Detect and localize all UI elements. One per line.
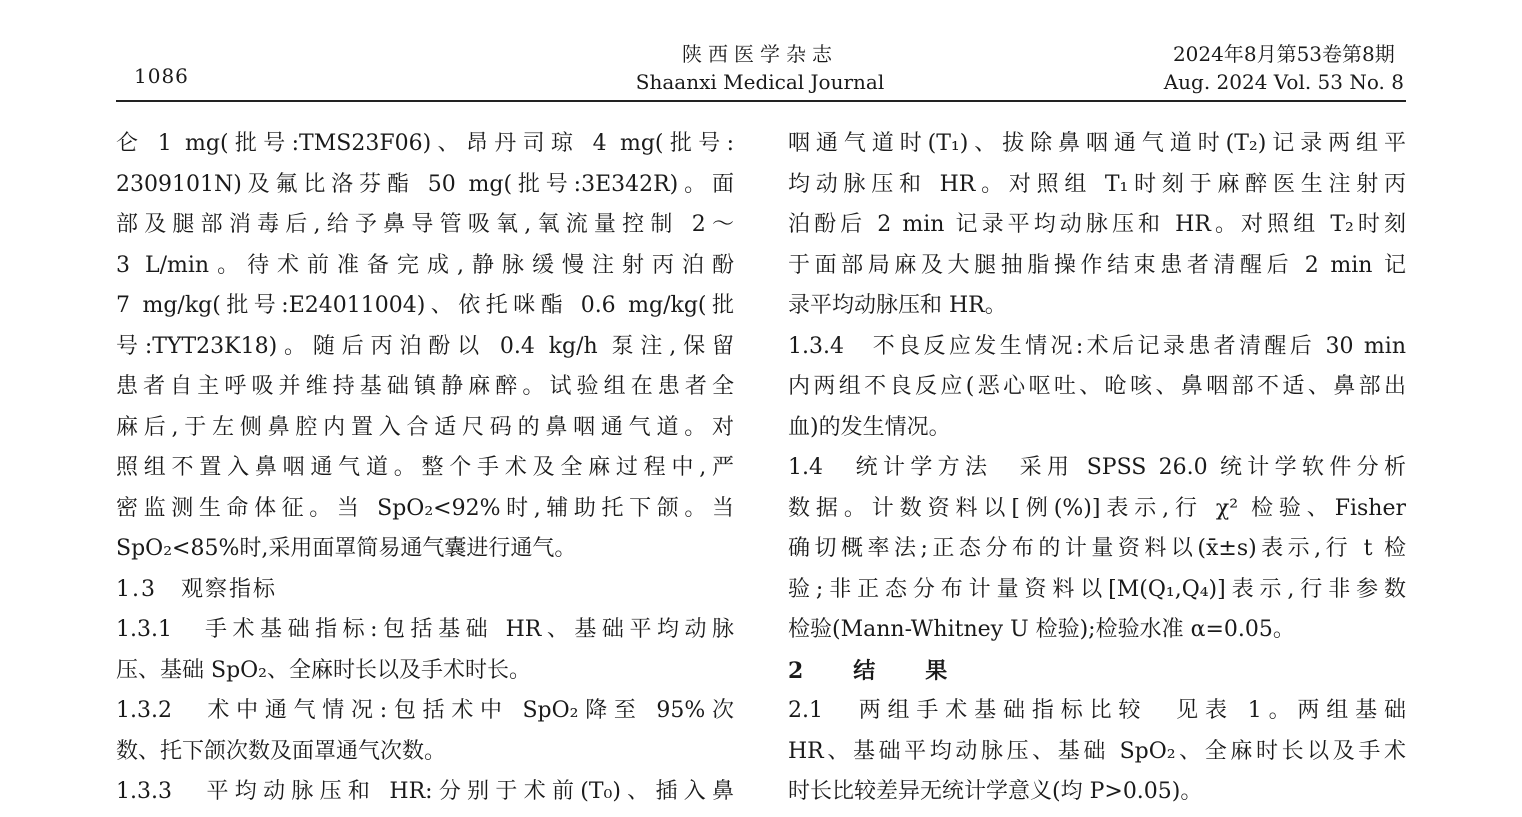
text-line: 1.3.1 手术基础指标:包括基础 HR、基础平均动脉 xyxy=(116,617,734,642)
text-line: 1.3.2 术中通气情况:包括术中 SpO₂降至 95%次 xyxy=(116,698,734,723)
section-heading: 2 结 果 xyxy=(788,657,962,684)
text-line: 数、托下颌次数及面罩通气次数。 xyxy=(116,738,447,764)
issue-info-en: Aug. 2024 Vol. 53 No. 8 xyxy=(1163,70,1404,94)
issue-info xyxy=(1164,40,1404,96)
journal-title xyxy=(600,40,920,96)
journal-title-cn: 陕西医学杂志 xyxy=(682,42,838,66)
text-line: 部及腿部消毒后,给予鼻导管吸氧,氧流量控制 2～ xyxy=(116,212,734,237)
text-line: 检验(Mann-Whitney U 检验);检验水准 α=0.05。 xyxy=(788,617,1295,642)
right-column xyxy=(788,124,1406,813)
text-line: 2309101N)及氟比洛芬酯 50 mg(批号:3E342R)。面 xyxy=(116,171,734,197)
left-column xyxy=(116,124,734,813)
journal-title-en: Shaanxi Medical Journal xyxy=(635,70,885,94)
section-heading: 1.3 观察指标 xyxy=(116,576,277,602)
text-line: 2.1 两组手术基础指标比较 见表 1。两组基础 xyxy=(788,698,1406,723)
text-line: 录平均动脉压和 HR。 xyxy=(788,293,1007,318)
text-line: 泊酚后 2 min 记录平均动脉压和 HR。对照组 T₂时刻 xyxy=(788,212,1406,237)
text-line: 时长比较差异无统计学意义(均 P>0.05)。 xyxy=(788,779,1203,804)
text-line: 号:TYT23K18)。随后丙泊酚以 0.4 kg/h 泵注,保留 xyxy=(116,333,734,359)
text-line: 密监测生命体征。当 SpO₂<92%时,辅助托下颌。当 xyxy=(116,495,734,521)
text-line: 咽通气道时(T₁)、拔除鼻咽通气道时(T₂)记录两组平 xyxy=(788,131,1406,156)
text-line: 患者自主呼吸并维持基础镇静麻醉。试验组在患者全 xyxy=(116,374,734,399)
text-line: 数据。计数资料以[例(%)]表示,行 χ² 检验、Fisher xyxy=(788,495,1406,521)
header-rule xyxy=(116,100,1406,102)
page-number: 1086 xyxy=(134,64,189,88)
text-line: 压、基础 SpO₂、全麻时长以及手术时长。 xyxy=(116,657,532,683)
text-line: 7 mg/kg(批号:E24011004)、依托咪酯 0.6 mg/kg(批 xyxy=(116,293,734,318)
text-line: 3 L/min。待术前准备完成,静脉缓慢注射丙泊酚 xyxy=(116,252,734,278)
text-line: 于面部局麻及大腿抽脂操作结束患者清醒后 2 min 记 xyxy=(788,252,1406,278)
text-line: 1.3.4 不良反应发生情况:术后记录患者清醒后 30 min xyxy=(788,333,1406,359)
text-line: 仑 1 mg(批号:TMS23F06)、昂丹司琼 4 mg(批号: xyxy=(116,131,734,156)
text-line: HR、基础平均动脉压、基础 SpO₂、全麻时长以及手术 xyxy=(788,738,1406,764)
text-line: 验;非正态分布计量资料以[M(Q₁,Q₄)]表示,行非参数 xyxy=(788,576,1406,602)
text-line: 血)的发生情况。 xyxy=(788,414,951,440)
text-line: 1.4 统计学方法 采用 SPSS 26.0 统计学软件分析 xyxy=(788,455,1406,480)
text-line: 确切概率法;正态分布的计量资料以(x̄±s)表示,行 t 检 xyxy=(788,536,1406,561)
text-line: SpO₂<85%时,采用面罩简易通气囊进行通气。 xyxy=(116,536,577,561)
text-line: 1.3.3 平均动脉压和 HR:分别于术前(T₀)、插入鼻 xyxy=(116,779,734,804)
text-line: 均动脉压和 HR。对照组 T₁时刻于麻醉医生注射丙 xyxy=(788,171,1406,197)
text-line: 照组不置入鼻咽通气道。整个手术及全麻过程中,严 xyxy=(116,455,734,480)
issue-info-cn: 2024年8月第53卷第8期 xyxy=(1172,42,1395,66)
text-line: 内两组不良反应(恶心呕吐、呛咳、鼻咽部不适、鼻部出 xyxy=(788,374,1406,399)
text-line: 麻后,于左侧鼻腔内置入合适尺码的鼻咽通气道。对 xyxy=(116,414,734,440)
